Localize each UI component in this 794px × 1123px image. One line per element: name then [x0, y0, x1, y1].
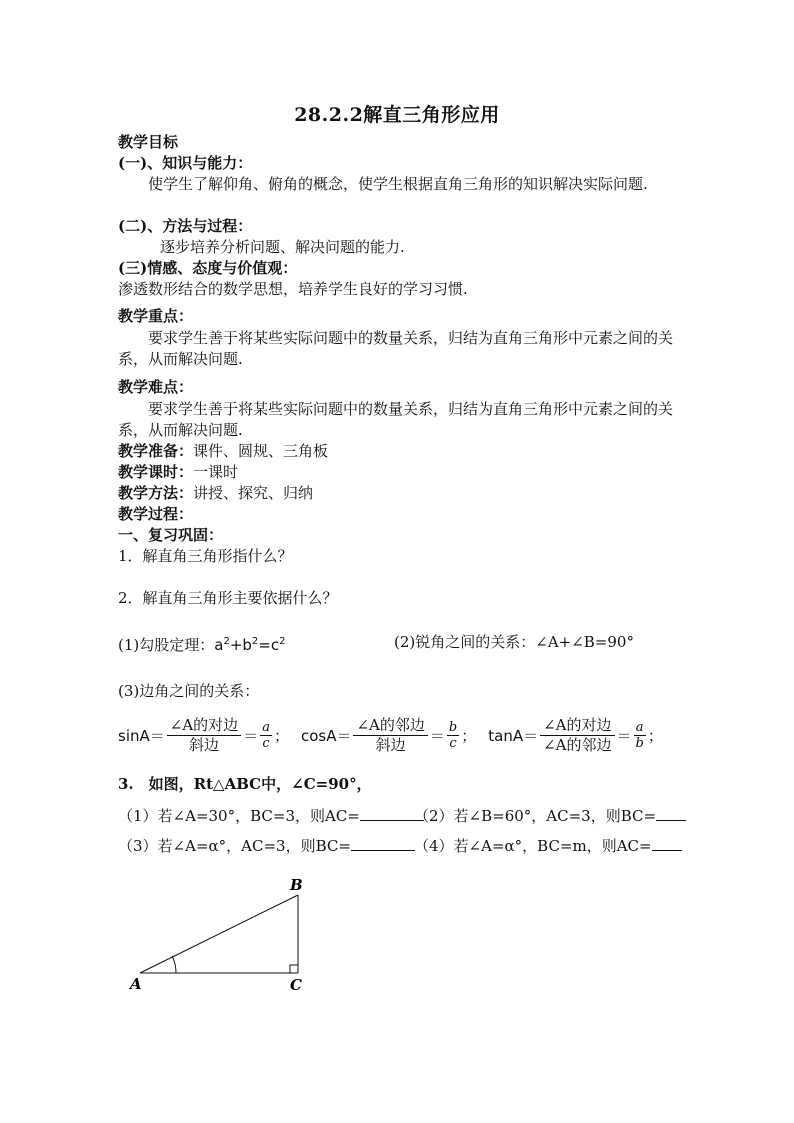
sin-fraction: $\frac{\text{∠A的对边}}{\text{斜边}}$: [167, 716, 241, 755]
method-row: [118, 483, 313, 503]
label-c: C: [290, 976, 302, 994]
sin-label: sinA＝: [118, 727, 165, 745]
prep-label: 教学准备：: [118, 442, 194, 460]
goal1-heading: (一)、知识与能力：: [118, 154, 253, 172]
pythagorean-row: [118, 632, 286, 655]
goal3-heading: (三)情感、态度与价值观：: [118, 259, 298, 277]
key-text: 要求学生善于将某些实际问题中的数量关系，归结为直角三角形中元素之间的关系，从而解决问题.: [118, 329, 674, 368]
pythagorean-label: (1)勾股定理：: [118, 636, 215, 654]
acute-angle-relation: (2)锐角之间的关系：∠A+∠B=90°: [394, 633, 634, 651]
goal1-text: 使学生了解仰角、俯角的概念，使学生根据直角三角形的知识解决实际问题.: [148, 175, 648, 193]
sin-ratio: $\frac{a}{c}$: [262, 720, 270, 751]
process-heading: 教学过程：: [118, 505, 194, 523]
question-3-3: （3）若∠A=α°，AC=3，则BC=: [118, 836, 415, 856]
time-label: 教学课时：: [118, 463, 194, 481]
question-3-1: （1）若∠A=30°，BC=3，则AC=: [118, 806, 424, 826]
prep-value: 课件、圆规、三角板: [193, 442, 329, 460]
difficulty-text: 要求学生善于将某些实际问题中的数量关系，归结为直角三角形中元素之间的关系，从而解决问题.: [118, 400, 674, 439]
cos-fraction: $\frac{\text{∠A的邻边}}{\text{斜边}}$: [353, 716, 427, 755]
side-ab: [140, 895, 298, 973]
goal-heading: 教学目标: [118, 133, 179, 151]
goal2-heading: (二)、方法与过程：: [118, 217, 253, 235]
prep-row: [118, 441, 328, 461]
side-angle-heading: (3)边角之间的关系：: [118, 682, 260, 700]
question-3-2: （2）若∠B=60°，AC=3，则BC=: [414, 806, 686, 826]
method-value: 讲授、探究、归纳: [193, 484, 314, 502]
pythagorean-formula: $a^2+b^2=c^2$: [214, 636, 286, 654]
time-value: 一课时: [193, 463, 239, 481]
cos-label: cosA＝: [300, 727, 352, 745]
time-row: [118, 462, 238, 482]
key-heading: 教学重点：: [118, 307, 194, 325]
method-label: 教学方法：: [118, 484, 194, 502]
tan-fraction: $\frac{\text{∠A的对边}}{\text{∠A的邻边}}$: [540, 716, 614, 755]
question-3: 3. 如图，Rt△ABC中，∠C=90°，: [118, 775, 372, 793]
question-2: 2．解直角三角形主要依据什么？: [118, 589, 338, 607]
question-1: 1．解直角三角形指什么？: [118, 547, 293, 565]
cos-ratio: $\frac{b}{c}$: [448, 720, 458, 751]
angle-a-arc: [172, 956, 176, 973]
goal3-text: 渗透数形结合的数学思想，培养学生良好的学习习惯.: [118, 280, 468, 298]
tan-label: tanA＝: [488, 727, 539, 745]
page-title: 28.2.2解直三角形应用: [294, 104, 500, 126]
label-a: A: [130, 975, 142, 993]
right-angle-mark: [290, 965, 298, 973]
question-3-4: （4）若∠A=α°，BC=m，则AC=: [414, 836, 682, 856]
goal2-text: 逐步培养分析问题、解决问题的能力.: [160, 238, 405, 256]
tan-ratio: $\frac{a}{b}$: [635, 720, 644, 751]
difficulty-heading: 教学难点：: [118, 378, 194, 396]
review-heading: 一、复习巩固：: [118, 526, 224, 544]
trig-formulas: sinA＝ $\frac{\text{∠A的对边}}{\text{斜边}}$ ＝ $\frac{a}{c}$ ； cosA＝ $\frac{\text{∠A的邻边}}{\text{斜边}}$ ＝ $\frac{b}{c}$ ； tanA＝ $\frac{\text{∠A的对边}}{\text{∠A的邻边}}$ ＝ $\frac{a}{b}$ ；: [118, 716, 663, 754]
label-b: B: [290, 876, 303, 894]
triangle-figure: [120, 872, 330, 997]
